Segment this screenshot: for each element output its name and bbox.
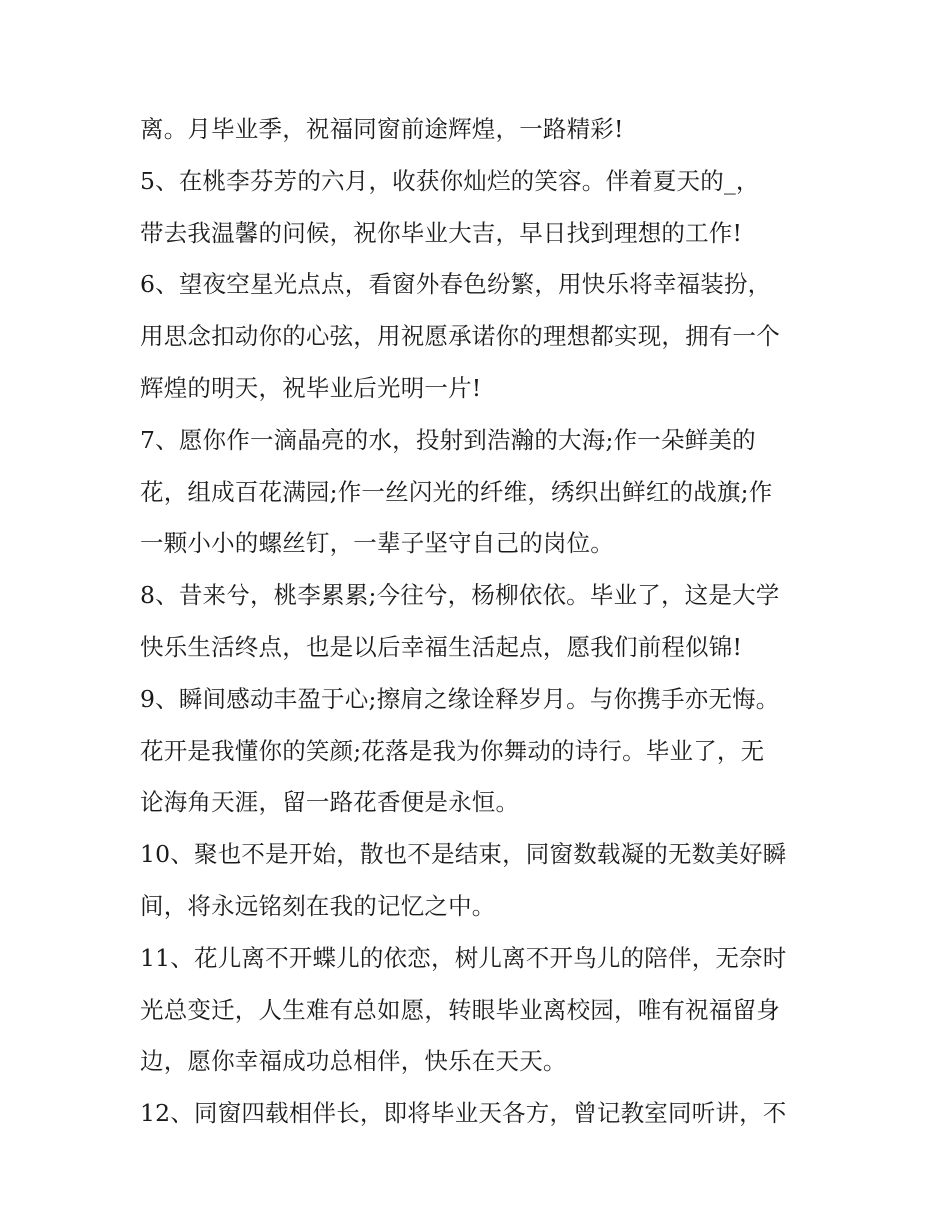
text-line: 9、瞬间感动丰盈于心;擦肩之缘诠释岁月。与你携手亦无悔。: [140, 684, 780, 713]
text-line: 10、聚也不是开始，散也不是结束，同窗数载凝的无数美好瞬: [140, 840, 787, 869]
text-line: 7、愿你作一滴晶亮的水，投射到浩瀚的大海;作一朵鲜美的: [140, 425, 756, 454]
text-line: 边，愿你幸福成功总相伴，快乐在天天。: [140, 1047, 567, 1076]
text-line: 用思念扣动你的心弦，用祝愿承诺你的理想都实现，拥有一个: [140, 322, 780, 351]
text-line: 光总变迁，人生难有总如愿，转眼毕业离校园，唯有祝福留身: [140, 995, 780, 1024]
text-line: 离。月毕业季，祝福同窗前途辉煌，一路精彩!: [140, 115, 624, 143]
text-line: 间，将永远铭刻在我的记忆之中。: [140, 891, 496, 920]
text-line: 快乐生活终点，也是以后幸福生活起点，愿我们前程似锦!: [140, 632, 743, 661]
text-line: 11、花儿离不开蝶儿的依恋，树儿离不开鸟儿的陪伴，无奈时: [140, 943, 787, 972]
text-line: 一颗小小的螺丝钉，一辈子坚守自己的岗位。: [140, 529, 614, 558]
text-line: 辉煌的明天，祝毕业后光明一片!: [140, 373, 482, 402]
text-line: 花，组成百花满园;作一丝闪光的纤维，绣织出鲜红的战旗;作: [140, 477, 773, 506]
text-line: 5、在桃李芬芳的六月，收获你灿烂的笑容。伴着夏天的_，: [140, 166, 760, 195]
text-line: 8、昔来兮，桃李累累;今往兮，杨柳依依。毕业了，这是大学: [140, 581, 780, 610]
text-line: 带去我温馨的问候，祝你毕业大吉，早日找到理想的工作!: [140, 218, 743, 247]
text-line: 12、同窗四载相伴长，即将毕业天各方，曾记教室同听讲，不: [140, 1099, 787, 1128]
body-text: [140, 104, 820, 1140]
text-line: 花开是我懂你的笑颜;花落是我为你舞动的诗行。毕业了，无: [140, 736, 765, 765]
text-line: 6、望夜空星光点点，看窗外春色纷繁，用快乐将幸福装扮，: [140, 270, 772, 299]
text-line: 论海角天涯，留一路花香便是永恒。: [140, 788, 520, 817]
